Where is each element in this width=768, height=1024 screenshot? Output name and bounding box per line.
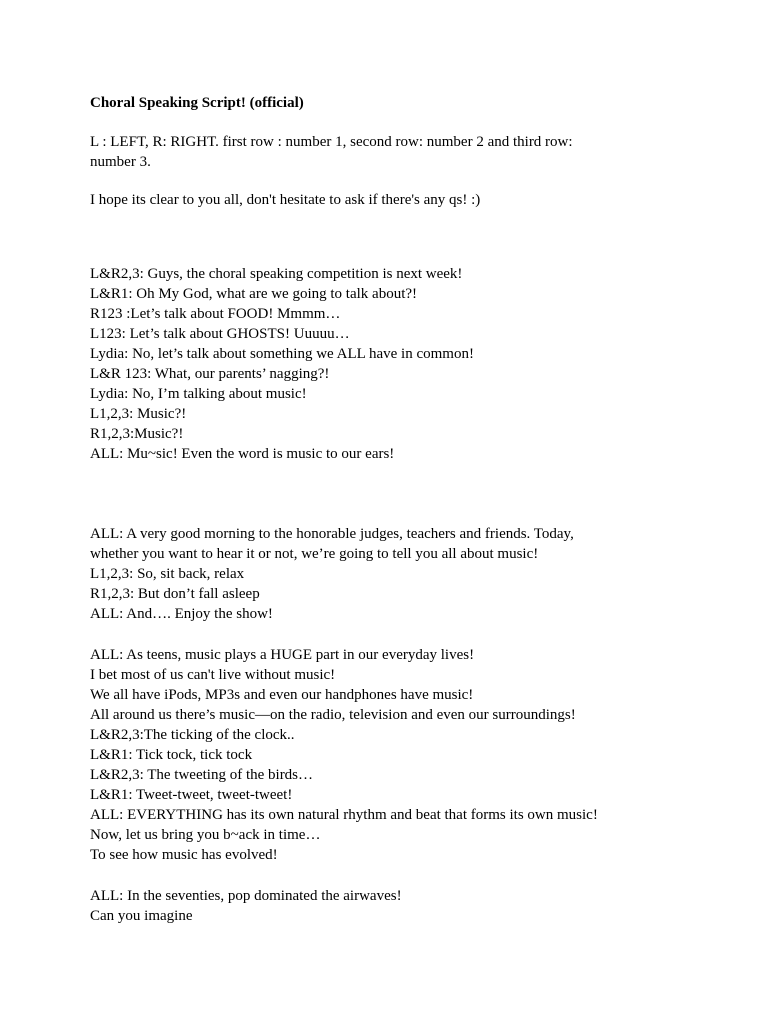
script-line: L&R2,3: Guys, the choral speaking competition is next week! <box>90 266 463 282</box>
script-line: L&R1: Oh My God, what are we going to talk about?! <box>90 286 418 302</box>
script-line: ALL: As teens, music plays a HUGE part in our everyday lives! <box>90 647 475 663</box>
script-line: ALL: In the seventies, pop dominated the airwaves! <box>90 888 402 904</box>
script-line: Now, let us bring you b~ack in time… <box>90 827 321 843</box>
script-line: L&R1: Tick tock, tick tock <box>90 747 253 763</box>
script-line: L123: Let’s talk about GHOSTS! Uuuuu… <box>90 326 350 342</box>
script-line: Lydia: No, let’s talk about something we ALL have in common! <box>90 346 474 362</box>
script-line: L&R2,3: The tweeting of the birds… <box>90 767 314 783</box>
script-line: R1,2,3: But don’t fall asleep <box>90 586 260 602</box>
script-line: ALL: EVERYTHING has its own natural rhythm and beat that forms its own music! <box>90 807 598 823</box>
script-line: L1,2,3: So, sit back, relax <box>90 566 245 582</box>
script-line: ALL: A very good morning to the honorable judges, teachers and friends. Today, <box>90 526 574 542</box>
document-title: Choral Speaking Script! (official) <box>90 95 304 111</box>
intro-line: L : LEFT, R: RIGHT. first row : number 1, second row: number 2 and third row: <box>90 134 573 150</box>
script-line: Can you imagine <box>90 908 193 924</box>
intro-line: number 3. <box>90 154 151 170</box>
intro-line: I hope its clear to you all, don't hesitate to ask if there's any qs! :) <box>90 192 481 208</box>
script-line: ALL: Mu~sic! Even the word is music to our ears! <box>90 446 395 462</box>
script-line: L&R2,3:The ticking of the clock.. <box>90 727 295 743</box>
script-line: Lydia: No, I’m talking about music! <box>90 386 307 402</box>
script-line: All around us there’s music—on the radio, television and even our surroundings! <box>90 707 576 723</box>
script-line: whether you want to hear it or not, we’re going to tell you all about music! <box>90 546 539 562</box>
script-line: We all have iPods, MP3s and even our handphones have music! <box>90 687 474 703</box>
script-line: To see how music has evolved! <box>90 847 278 863</box>
script-line: ALL: And…. Enjoy the show! <box>90 606 273 622</box>
script-line: L1,2,3: Music?! <box>90 406 187 422</box>
script-line: R1,2,3:Music?! <box>90 426 184 442</box>
script-line: L&R1: Tweet-tweet, tweet-tweet! <box>90 787 293 803</box>
script-line: L&R 123: What, our parents’ nagging?! <box>90 366 330 382</box>
script-line: I bet most of us can't live without music! <box>90 667 336 683</box>
script-line: R123 :Let’s talk about FOOD! Mmmm… <box>90 306 341 322</box>
